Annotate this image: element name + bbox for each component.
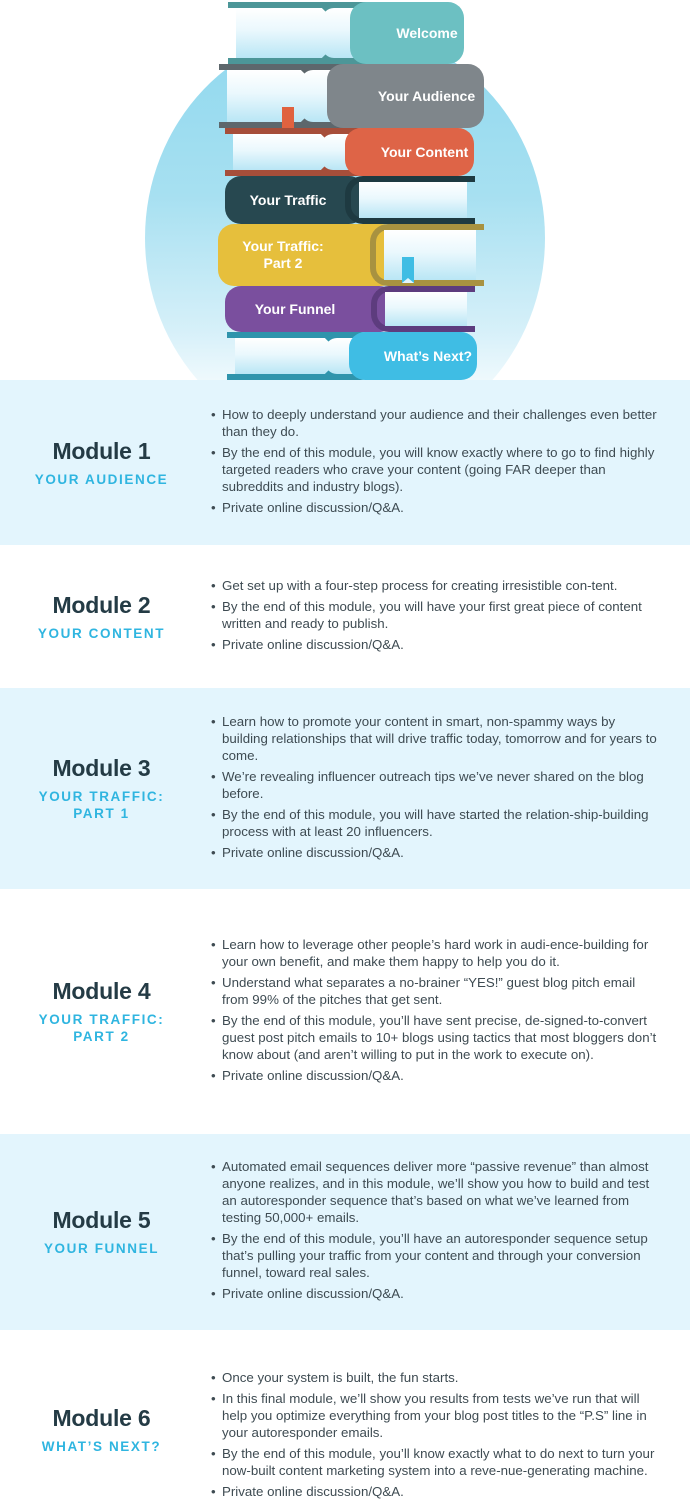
book-label: Your Audience [377, 87, 476, 104]
module-subtitle [0, 1011, 203, 1045]
module-subtitle-line: YOUR TRAFFIC: [38, 1012, 165, 1027]
book-pages [385, 292, 467, 326]
bullet-item: • Get set up with a four-step process for creating irresistible con-tent. [222, 577, 663, 594]
bullet-item: • Private online discussion/Q&A. [222, 1483, 663, 1500]
book-cover [225, 176, 365, 224]
bullet-item: • How to deeply understand your audience and their challenges even better than they do. [222, 406, 663, 440]
book-pages [359, 182, 467, 218]
book-label: What’s Next? [383, 347, 473, 364]
module-heading [0, 755, 203, 822]
module-3 [0, 688, 690, 889]
bullet-item: • Private online discussion/Q&A. [222, 1067, 663, 1084]
module-title: Module 6 [52, 1405, 151, 1431]
module-title: Module 3 [52, 755, 151, 781]
book-label: Welcome [396, 24, 458, 41]
module-subtitle: YOUR AUDIENCE [34, 471, 169, 487]
book-label: Your Traffic: Part 2 [242, 238, 324, 271]
bullet-item: • In this final module, we’ll show you results from tests we’ve run that will help you optimize everything from your blog post titles to the “P.S” line in your autoresponder emails. [222, 1390, 663, 1441]
bullet-item: • Learn how to leverage other people’s hard work in audi-ence-building for your own benefit, and make them happy to help you do it. [222, 936, 663, 970]
module-subtitle: YOUR CONTENT [37, 625, 166, 641]
module-heading [0, 1405, 203, 1455]
book-your-traffic [225, 176, 475, 224]
bullet-item: • Automated email sequences deliver more “passive revenue” than almost anyone realizes, and in this module, we’ll show you how to build and test an autoresponder sequence that’s based on what we’ve learned from testing 50,000+ emails. [222, 1158, 663, 1226]
module-1 [0, 380, 690, 545]
module-bullet-list [203, 1158, 663, 1306]
module-bullet-list [203, 577, 663, 657]
module-subtitle-line: PART 1 [73, 806, 130, 821]
bullet-item: • Once your system is built, the fun starts. [222, 1369, 663, 1386]
bullet-item: • Learn how to promote your content in smart, non-spammy ways by building relationships that will drive traffic today, tomorrow and for years to come. [222, 713, 663, 764]
bullet-item: • We’re revealing influencer outreach tips we’ve never shared on the blog before. [222, 768, 663, 802]
book-your-funnel [225, 286, 475, 332]
module-heading [0, 1207, 203, 1257]
module-heading [0, 592, 203, 642]
module-subtitle [0, 788, 203, 822]
book-welcome [228, 2, 464, 64]
module-subtitle-line: YOUR TRAFFIC: [38, 789, 165, 804]
book-your-traffic-part-2 [218, 224, 484, 286]
bookmark-ribbon-blue [402, 257, 414, 283]
book-cover [350, 2, 464, 64]
bullet-item: • By the end of this module, you’ll know exactly what to do next to turn your now-built content marketing system into a reve-nue-generating machine. [222, 1445, 663, 1479]
bullet-item: • Private online discussion/Q&A. [222, 499, 663, 516]
module-4 [0, 889, 690, 1134]
module-subtitle: WHAT’S NEXT? [41, 1439, 162, 1454]
bullet-item: • By the end of this module, you will know exactly where to go to find highly targeted readers who crave your content (going FAR deeper than subreddits and industry blogs). [222, 444, 663, 495]
book-cover [225, 286, 395, 332]
bullet-item: • By the end of this module, you will have started the relation-ship-building process with at least 20 influencers. [222, 806, 663, 840]
book-your-content [225, 128, 474, 176]
module-title: Module 1 [52, 437, 151, 464]
module-5 [0, 1134, 690, 1330]
module-bullet-list [203, 1369, 663, 1504]
book-your-audience [219, 64, 484, 128]
module-title: Module 2 [52, 591, 151, 618]
module-title: Module 4 [52, 978, 151, 1004]
book-cover [345, 128, 474, 176]
bullet-item: • Private online discussion/Q&A. [222, 844, 663, 861]
book-label: Your Funnel [254, 300, 336, 317]
bullet-item: • By the end of this module, you’ll have an autoresponder sequence setup that’s pulling your traffic from your content and through your conversion funnel, toward real sales. [222, 1230, 663, 1281]
hero-book-stack [0, 0, 690, 380]
module-bullet-list [203, 713, 663, 865]
module-6 [0, 1330, 690, 1506]
module-bullet-list [203, 936, 663, 1088]
bullet-item: • By the end of this module, you’ll have sent precise, de-signed-to-convert guest post pitch emails to 10+ blogs using tactics that most bloggers don’t know about (and aren’t willing to put in the work to execute on). [222, 1012, 663, 1063]
module-bullet-list [203, 406, 663, 520]
bullet-item: • Private online discussion/Q&A. [222, 636, 663, 653]
book-whats-next [227, 332, 477, 380]
book-cover [327, 64, 484, 128]
module-heading [0, 438, 203, 488]
bullet-item: • Private online discussion/Q&A. [222, 1285, 663, 1302]
bullet-item: • Understand what separates a no-brainer “YES!” guest blog pitch email from 99% of the pitches that get sent. [222, 974, 663, 1008]
module-subtitle: YOUR FUNNEL [43, 1241, 160, 1256]
bullet-item: • By the end of this module, you will have your first great piece of content written and ready to publish. [222, 598, 663, 632]
module-heading [0, 978, 203, 1045]
module-2 [0, 545, 690, 688]
module-title: Module 5 [52, 1207, 151, 1233]
module-subtitle-line: PART 2 [73, 1029, 130, 1044]
book-pages [384, 230, 476, 280]
book-label: Your Content [380, 143, 469, 160]
book-label: Your Traffic [249, 191, 327, 208]
book-cover [349, 332, 477, 380]
